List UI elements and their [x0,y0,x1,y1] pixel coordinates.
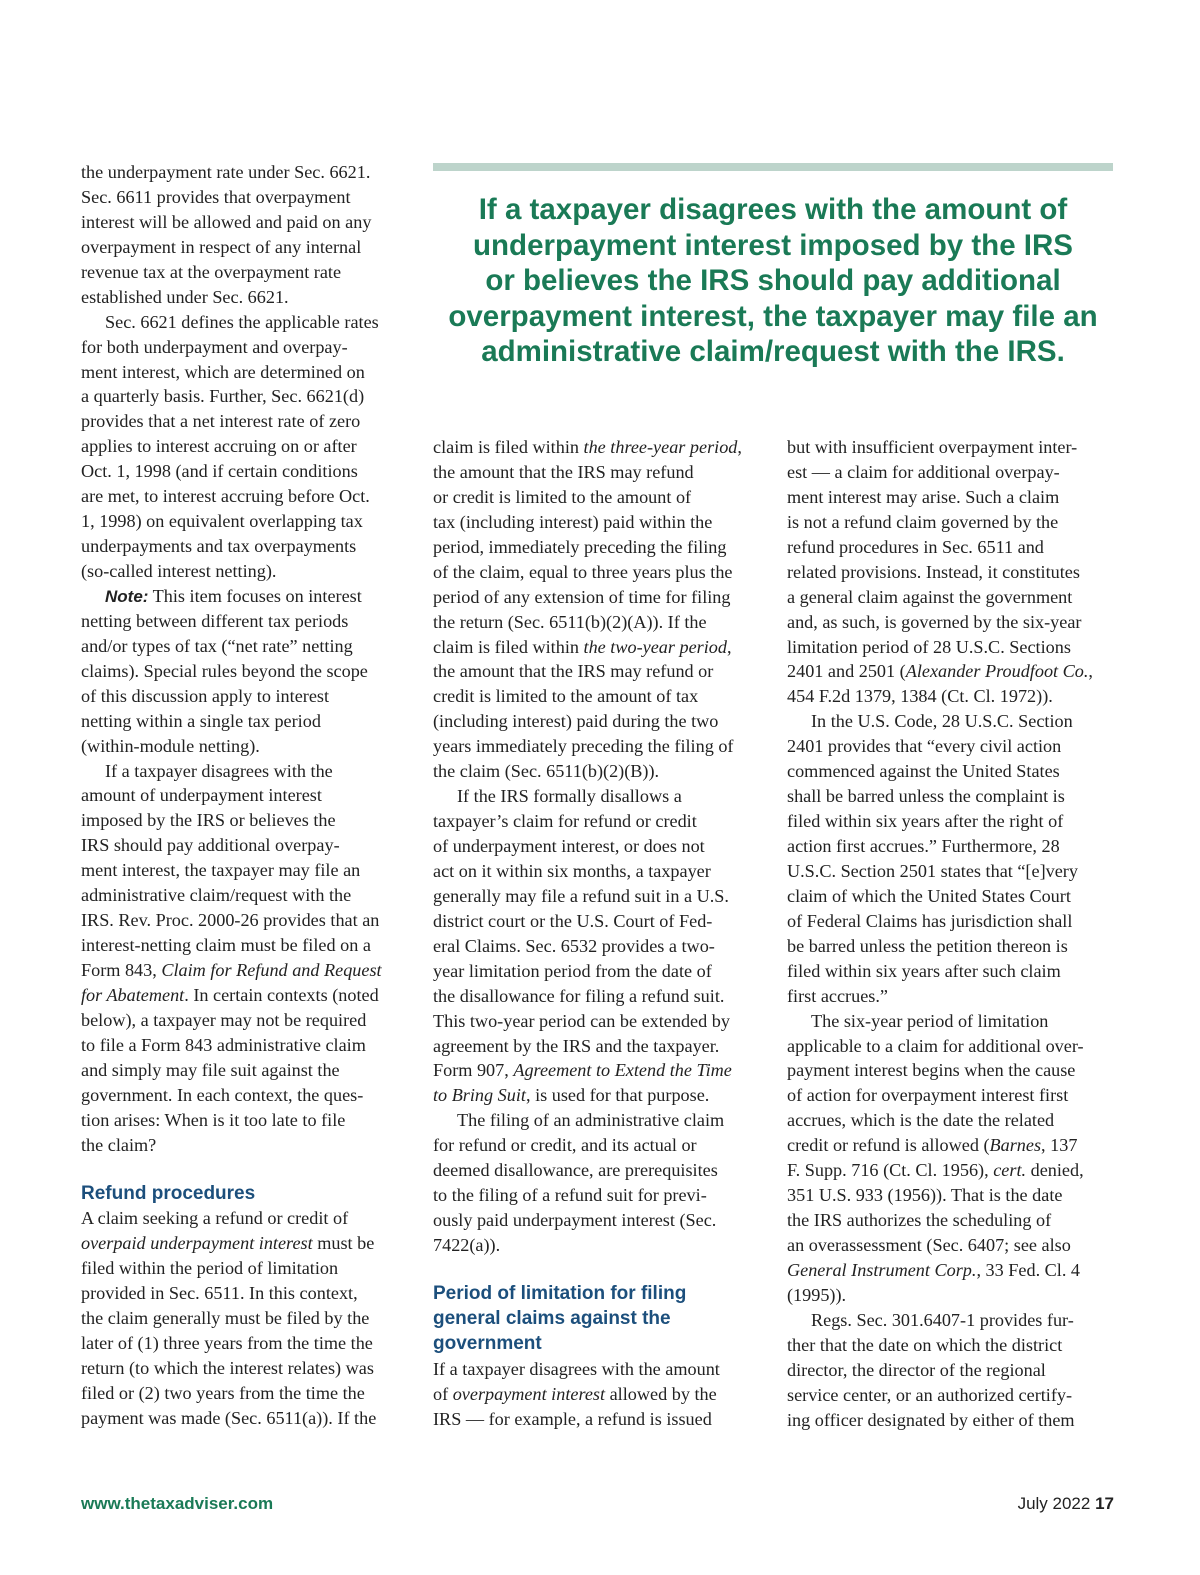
italic-term: cert. [993,1160,1027,1181]
text-line: interest-netting claim must be filed on a [81,935,371,956]
text-line: of this discussion apply to interest [81,685,330,706]
text-line: filed or (2) two years from the time the [81,1383,365,1403]
text-line: return (to which the interest relates) was [81,1358,374,1379]
text-line: the amount that the IRS may refund or [433,661,714,682]
text-line: amount of underpayment interest [81,785,322,806]
text-line: eral Claims. Sec. 6532 provides a two- [433,935,715,956]
section-heading-line: general claims against the [433,1307,671,1329]
text-line: tax (including interest) paid within the [433,511,713,532]
text-line: The filing of an administrative claim [457,1110,725,1131]
text-line: deemed disallowance, are prerequisites [433,1160,718,1181]
text-span: , [726,636,732,657]
text-line [81,983,411,1008]
text-span: credit or refund is allowed ( [787,1135,990,1156]
text-line: Sec. 6611 provides that overpayment [81,186,351,207]
section-heading-refund-procedures: Refund procedures [81,1182,256,1204]
text-line: for refund or credit, and its actual or [433,1135,697,1156]
text-line: established under Sec. 6621. [81,286,289,307]
text-line: If a taxpayer disagrees with the [105,760,333,781]
text-line: claims). Special rules beyond the scope [81,660,368,681]
text-span: Form 843, [81,960,157,980]
text-span: . In certain contexts (noted [184,984,379,1005]
text-line [81,1231,411,1256]
text-span: , is used for that purpose. [525,1085,710,1106]
text-line: A claim seeking a refund or credit of [81,1208,349,1229]
text-line: Sec. 6621 defines the applicable rates [105,311,379,332]
text-line: interest will be allowed and paid on any [81,211,372,232]
text-line: The six-year period of limitation [811,1010,1049,1031]
section-heading-line: government [433,1332,542,1354]
text-line: ment interest, the taxpayer may file an [81,860,361,881]
column-1 [81,160,411,1431]
text-span: claim is filed within [433,636,579,657]
text-line: In the U.S. Code, 28 U.S.C. Section [811,711,1073,732]
text-span: denied, [1030,1160,1084,1181]
text-line: first accrues.” [787,985,888,1006]
pull-quote-line: administrative claim/request with the IRS. [481,335,1065,368]
section-heading-line: Period of limitation for filing [433,1282,687,1304]
text-line: the claim generally must be filed by the [81,1308,370,1329]
text-line: agreement by the IRS and the taxpayer. [433,1035,720,1056]
text-line: the claim? [81,1134,157,1155]
text-line: filed within the period of limitation [81,1258,339,1279]
pull-quote-line: or believes the IRS should pay additional [485,264,1061,297]
text-line: an overassessment (Sec. 6407; see also [787,1235,1071,1255]
text-line: U.S.C. Section 2501 states that “[e]very [787,860,1078,881]
text-line: of underpayment interest, or does not [433,836,705,856]
text-span: must be [317,1233,375,1254]
text-line: are met, to interest accruing before Oct. [81,486,370,507]
text-line: ing officer designated by either of them [787,1409,1075,1430]
text-line: commenced against the United States [787,761,1060,782]
page-number: 17 [1095,1494,1114,1513]
text-line: Regs. Sec. 301.6407-1 provides fur- [811,1309,1074,1330]
text-line: the claim (Sec. 6511(b)(2)(B)). [433,761,660,782]
text-line: provides that a net interest rate of zero [81,411,361,432]
form-title: to Bring Suit [433,1085,526,1106]
form-title: for Abatement [81,984,185,1005]
text-line: the return (Sec. 6511(b)(2)(A)). If the [433,611,707,632]
text-line: action first accrues.” Furthermore, 28 [787,836,1060,856]
text-line: provided in Sec. 6511. In this context, [81,1283,358,1304]
text-span: allowed by the [609,1383,717,1404]
text-line: and/or types of tax (“net rate” netting [81,635,353,656]
text-line: or credit is limited to the amount of [433,486,692,507]
text-line: (so-called interest netting). [81,561,277,581]
text-line: ment interest, which are determined on [81,361,365,382]
text-line: IRS. Rev. Proc. 2000-26 provides that an [81,910,380,931]
case-name: Barnes [989,1135,1042,1156]
text-line: of the claim, equal to three years plus the [433,561,733,582]
text-line: of Federal Claims has jurisdiction shall [787,910,1073,931]
text-line: (within-module netting). [81,735,260,756]
text-line: and simply may file suit against the [81,1059,340,1080]
column-3 [787,435,1117,1433]
pull-quote-rule [433,163,1113,171]
text-span: Form 907, [433,1060,509,1081]
text-span: F. Supp. 716 (Ct. Cl. 1956), [787,1160,989,1181]
text-line: filed within six years after the right of [787,811,1064,832]
text-span: of [433,1383,449,1404]
text-line [433,1083,768,1108]
text-line: period, immediately preceding the filing [433,536,727,557]
text-line: 1, 1998) on equivalent overlapping tax [81,511,363,532]
italic-term: the three-year period [583,437,738,457]
pull-quote-line: overpayment interest, the taxpayer may file an [448,299,1098,333]
text-line: taxpayer’s claim for refund or credit [433,811,697,832]
text-line [433,1058,768,1083]
text-line [787,1133,1117,1158]
text-span: , 33 Fed. Cl. 4 [976,1259,1081,1280]
text-line: the underpayment rate under Sec. 6621. [81,162,371,182]
note-label: Note: [105,586,149,606]
text-line: netting within a single tax period [81,710,321,731]
text-line: applicable to a claim for additional over- [787,1035,1084,1056]
text-line: to the filing of a refund suit for previ- [433,1185,707,1206]
text-line [81,584,411,609]
text-line [433,1382,768,1407]
text-line: 7422(a)). [433,1235,501,1255]
text-line: (including interest) paid during the two [433,711,719,732]
text-line: but with insufficient overpayment inter- [787,437,1078,457]
text-span: , [737,437,742,457]
text-line: limitation period of 28 U.S.C. Sections [787,636,1071,657]
footer-date-page [1018,1494,1114,1514]
text-line: refund procedures in Sec. 6511 and [787,536,1044,557]
pull-quote-line: If a taxpayer disagrees with the amount of [478,193,1068,226]
pull-quote-line: underpayment interest imposed by the IRS [473,228,1073,262]
text-line: shall be barred unless the complaint is [787,786,1065,807]
text-line: district court or the U.S. Court of Fed- [433,910,713,931]
text-line: credit is limited to the amount of tax [433,686,699,707]
text-line: of action for overpayment interest first [787,1085,1069,1106]
text-line: tion arises: When is it too late to file [81,1109,346,1130]
spacer [81,1158,411,1182]
text-line: director, the director of the regional [787,1359,1046,1380]
text-line: act on it within six months, a taxpayer [433,860,711,881]
text-line: below), a taxpayer may not be required [81,1009,367,1030]
column-2 [433,435,768,1432]
text-line: If a taxpayer disagrees with the amount [433,1358,720,1379]
text-line: ously paid underpayment interest (Sec. [433,1210,717,1231]
text-line: generally may file a refund suit in a U.S. [433,885,729,906]
text-span: 2401 and 2501 ( [787,661,906,682]
text-line: later of (1) three years from the time the [81,1333,373,1354]
text-line: ther that the date on which the district [787,1334,1063,1355]
italic-term: overpaid underpayment interest [81,1233,313,1254]
spacer [433,1258,768,1282]
text-line: administrative claim/request with the [81,885,352,906]
text-line: ment interest may arise. Such a claim [787,486,1060,507]
text-span: claim is filed within [433,437,579,457]
text-line [787,1258,1117,1283]
text-line: est — a claim for additional overpay- [787,461,1060,482]
text-line: underpayments and tax overpayments [81,536,357,557]
text-line: the disallowance for filing a refund suit. [433,985,725,1006]
text-line: 351 U.S. 933 (1956)). That is the date [787,1185,1063,1206]
text-line: period of any extension of time for filing [433,586,731,607]
text-line: the amount that the IRS may refund [433,461,694,482]
text-line: (1995)). [787,1284,847,1305]
text-line: related provisions. Instead, it constitutes [787,561,1080,582]
text-line [81,958,411,983]
text-line: a general claim against the government [787,586,1073,607]
text-line: payment was made (Sec. 6511(a)). If the [81,1407,377,1428]
text-line: be barred unless the petition thereon is [787,935,1068,956]
footer-website-link[interactable]: www.thetaxadviser.com [81,1494,274,1513]
form-title: Claim for Refund and Request [161,960,382,980]
text-line: a quarterly basis. Further, Sec. 6621(d) [81,386,365,407]
text-line: service center, or an authorized certify- [787,1384,1073,1405]
text-line: Oct. 1, 1998 (and if certain conditions [81,461,358,482]
text-line: the IRS authorizes the scheduling of [787,1210,1052,1231]
text-line [433,635,768,660]
text-line: applies to interest accruing on or after [81,436,357,457]
text-line [787,1158,1117,1183]
text-line: is not a refund claim governed by the [787,511,1059,532]
text-line: IRS — for example, a refund is issued [433,1408,712,1429]
text-line: year limitation period from the date of [433,960,712,981]
text-line: IRS should pay additional overpay- [81,835,340,856]
case-name: Alexander Proudfoot Co. [905,661,1089,682]
text-line: filed within six years after such claim [787,960,1061,981]
text-line: claim of which the United States Court [787,885,1071,906]
text-line: If the IRS formally disallows a [457,786,682,807]
text-line [433,435,768,460]
text-line: to file a Form 843 administrative claim [81,1034,366,1055]
text-line: 454 F.2d 1379, 1384 (Ct. Cl. 1972)). [787,686,1053,707]
text-line: payment interest begins when the cause [787,1060,1076,1081]
text-line: government. In each context, the ques- [81,1084,364,1105]
text-line: accrues, which is the date the related [787,1110,1055,1131]
text-line: and, as such, is governed by the six-year [787,611,1082,632]
text-line [787,659,1117,684]
pull-quote [433,192,1113,370]
footer-date: July 2022 [1017,1494,1091,1513]
form-title: Agreement to Extend the Time [513,1060,732,1081]
text-line: imposed by the IRS or believes the [81,810,336,831]
text-line: netting between different tax periods [81,610,349,631]
case-name: General Instrument Corp. [787,1259,977,1280]
text-line: for both underpayment and overpay- [81,336,348,357]
text-line: This two-year period can be extended by [433,1010,730,1031]
text-span: , 137 [1041,1135,1078,1156]
text-line: 2401 provides that “every civil action [787,736,1062,757]
text-line: years immediately preceding the filing of [433,736,734,757]
italic-term: overpayment interest [452,1383,606,1404]
italic-term: the two-year period [583,636,727,657]
text-span: This item focuses on interest [152,585,362,606]
text-line: revenue tax at the overpayment rate [81,261,342,282]
text-line: overpayment in respect of any internal [81,236,362,257]
text-span: , [1088,661,1093,682]
